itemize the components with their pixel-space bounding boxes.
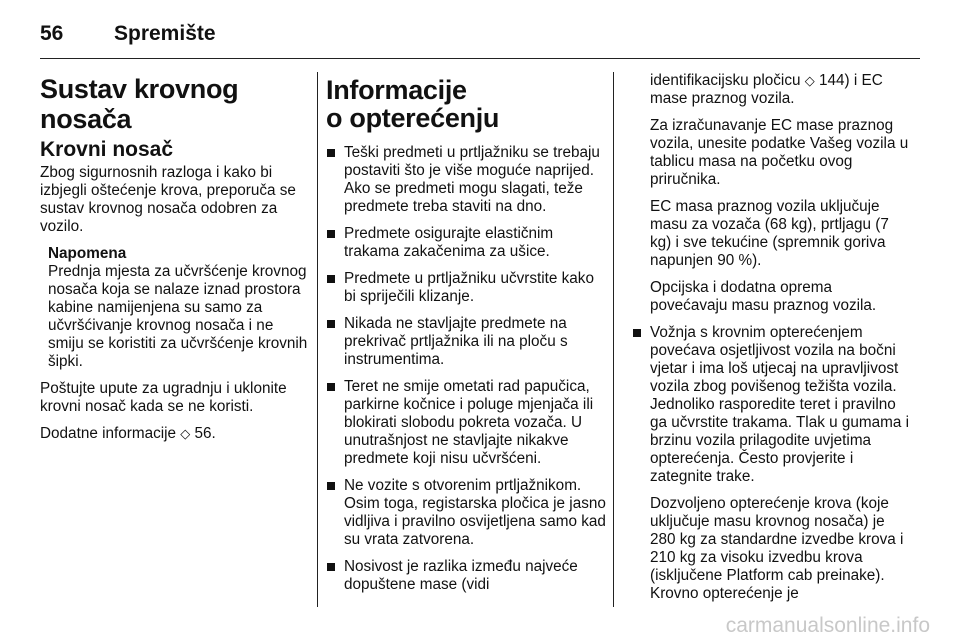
page-reference-icon: ◇ <box>180 426 191 441</box>
list-item: Teški predmeti u prtljažniku se trebaju postaviti što je više moguće naprijed. Ako se predmeti mogu slagati, teže predmete treba staviti na dno. <box>326 144 606 216</box>
paragraph: Opcijska i dodatna oprema povećavaju masu praznog vozila. <box>650 279 877 314</box>
list-item: Predmete osigurajte elastičnim trakama zakačenima za ušice. <box>326 225 606 261</box>
section-title-line-1: Informacije <box>326 75 467 105</box>
section-title <box>326 76 606 132</box>
list-item: Nikada ne stavljajte predmete na prekrivač prtljažnika ili na ploču s instrumentima. <box>326 315 606 369</box>
reference-text: Dodatne informacije <box>40 425 177 442</box>
paragraph: Dozvoljeno opterećenje krova (koje uključuje masu krovnog nosača) je 280 kg za standardne izvedbe krova i 210 kg za visoku izvedbu krova (isključene Platform cab preinake). Krovno opterećenje je <box>650 495 904 602</box>
list-item: Ne vozite s otvorenim prtljažnikom. Osim toga, registarska pločica je jasno vidljiva i pravilno osvijetljena samo kad su vrata zatvorena. <box>326 477 606 549</box>
list-item: Nosivost je razlika između najveće dopuštene mase (vidi <box>326 558 606 594</box>
list-item: Vožnja s krovnim opterećenjem povećava osjetljivost vozila na bočni vjetar i ima loš utjecaj na upravljivost vozila zbog povišenog težišta vozila. Jednoliko rasporedite teret i pravilno ga učvrstite trakama. Tlak u gumama i brzinu vozila prilagodite uvjetima opterećenja. Često provjerite i zategnite trake. <box>632 324 912 486</box>
page-reference-icon: ◇ <box>804 73 815 88</box>
paragraph: EC masa praznog vozila uključuje masu za vozača (68 kg), prtljagu (7 kg) i sve tekućine (spremnik goriva napunjen 90 %). <box>650 198 889 269</box>
page-reference-link[interactable]: 144) i EC mase praznog vozila. <box>650 72 883 107</box>
bullet-list <box>326 144 606 594</box>
note-box <box>48 245 308 371</box>
page-number: 56 <box>40 22 64 45</box>
paragraph: Zbog sigurnosnih razloga i kako bi izbjegli oštećenje krova, preporuča se sustav krovnog nosača odobren za vozilo. <box>40 164 296 235</box>
column-1 <box>40 72 308 452</box>
running-title: Spremište <box>114 22 216 45</box>
continued-paragraph <box>650 72 912 108</box>
page-reference-link[interactable]: 56. <box>194 425 216 442</box>
note-text: Prednja mjesta za učvršćenje krovnog nosača koja se nalaze iznad prostora kabine namijenjena su samo za učvršćivanje krovnog nosača i ne smiju se koristiti za učvršćenje krovnih šipki. <box>48 263 308 370</box>
column-3 <box>622 72 912 612</box>
column-divider-2 <box>613 72 614 607</box>
header-divider <box>40 58 920 59</box>
paragraph-with-reference <box>40 425 308 443</box>
column-divider-1 <box>317 72 318 607</box>
subsection-title: Krovni nosač <box>40 138 174 161</box>
paragraph: Poštujte upute za ugradnju i uklonite krovni nosač kada se ne koristi. <box>40 380 287 415</box>
note-title: Napomena <box>48 245 127 262</box>
paragraph: Za izračunavanje EC mase praznog vozila, unesite podatke Vašeg vozila u tablicu masa na početku ovog priručnika. <box>650 117 909 188</box>
column-2 <box>326 72 606 603</box>
section-title: Sustav krovnog nosača <box>40 74 239 134</box>
continued-text: identifikacijsku pločicu <box>650 72 801 89</box>
list-item: Teret ne smije ometati rad papučica, parkirne kočnice i poluge mjenjača ili blokirati slobodu pokreta vozača. U unutrašnjost ne stavljajte nikakve predmete koji nisu učvršćeni. <box>326 378 606 468</box>
watermark: carmanualsonline.info <box>725 614 930 637</box>
page-header <box>40 14 920 54</box>
list-item: Predmete u prtljažniku učvrstite kako bi spriječili klizanje. <box>326 270 606 306</box>
bullet-list <box>632 324 912 486</box>
section-title-line-2: o opterećenju <box>326 103 500 133</box>
